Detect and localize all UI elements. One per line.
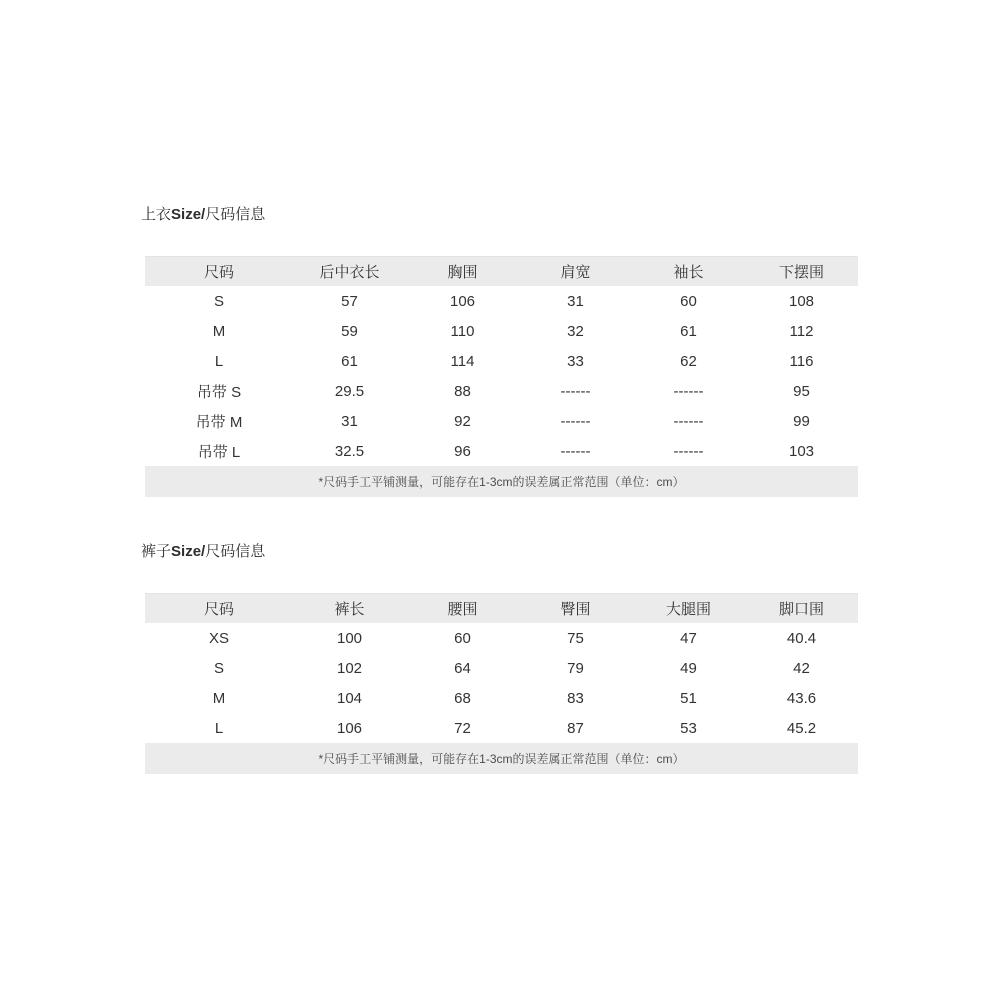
size-label-cell: S [213, 292, 224, 310]
measurement-cell: ------ [673, 442, 704, 460]
measurement-cell: 29.5 [334, 382, 365, 400]
measurement-cell: 95 [793, 382, 810, 400]
title-size-label: Size/ [171, 206, 206, 223]
title-prefix: 裤子 [141, 543, 172, 560]
column-header: 肩宽 [519, 257, 632, 287]
measurement-cell: 102 [336, 659, 363, 677]
measurement-cell: 96 [454, 442, 471, 460]
size-label-cell: 吊带 M [195, 413, 243, 431]
table-row [145, 346, 858, 376]
table-header-row [145, 257, 858, 287]
measurement-cell: 83 [567, 689, 584, 707]
size-table [145, 593, 858, 774]
measurement-cell: 59 [341, 322, 358, 340]
measurement-cell: 108 [788, 292, 815, 310]
measurement-cell: ------ [673, 412, 704, 430]
table-footnote-row [145, 743, 858, 774]
title-prefix: 上衣 [141, 206, 172, 223]
measurement-cell: 99 [793, 412, 810, 430]
table-row [145, 623, 858, 653]
table-row [145, 376, 858, 406]
measurement-cell: 32.5 [334, 442, 365, 460]
size-label-cell: L [214, 719, 224, 737]
column-header: 胸围 [406, 257, 519, 287]
measurement-cell: 62 [680, 352, 697, 370]
measurement-cell: 31 [567, 292, 584, 310]
measurement-cell: 64 [454, 659, 471, 677]
title-size-label: Size/ [171, 543, 206, 560]
measurement-cell: ------ [560, 442, 591, 460]
measurement-cell: 106 [449, 292, 476, 310]
measurement-cell: 116 [789, 352, 814, 370]
table-row [145, 436, 858, 466]
measurement-cell: 68 [454, 689, 471, 707]
measurement-cell: 47 [680, 629, 697, 647]
measurement-cell: ------ [560, 412, 591, 430]
measurement-cell: 33 [567, 352, 584, 370]
measurement-cell: 87 [567, 719, 584, 737]
column-header: 裤长 [293, 594, 406, 624]
column-header: 尺码 [145, 257, 293, 287]
measurement-cell: 49 [680, 659, 697, 677]
column-header: 下摆围 [745, 257, 858, 287]
measurement-cell: 57 [341, 292, 358, 310]
size-label-cell: 吊带 L [197, 443, 241, 461]
column-header: 尺码 [145, 594, 293, 624]
footnote-text: *尺码手工平铺测量，可能存在1-3cm的误差属正常范围（单位：cm） [145, 743, 858, 774]
table-row [145, 316, 858, 346]
measurement-cell: ------ [673, 382, 704, 400]
column-header: 大腿围 [632, 594, 745, 624]
measurement-cell: 51 [680, 689, 697, 707]
measurement-cell: 40.4 [786, 629, 817, 647]
measurement-cell: 92 [454, 412, 471, 430]
measurement-cell: 88 [454, 382, 471, 400]
measurement-cell: 43.6 [786, 689, 817, 707]
measurement-cell: 61 [680, 322, 697, 340]
measurement-cell: 104 [336, 689, 363, 707]
measurement-cell: 114 [450, 352, 475, 370]
column-header: 后中衣长 [293, 257, 406, 287]
column-header: 袖长 [632, 257, 745, 287]
table-row [145, 406, 858, 436]
measurement-cell: 53 [680, 719, 697, 737]
size-label-cell: L [214, 352, 224, 370]
size-label-cell: M [212, 689, 226, 707]
measurement-cell: 106 [336, 719, 363, 737]
table-row [145, 683, 858, 713]
measurement-cell: 100 [336, 629, 363, 647]
size-label-cell: M [212, 322, 226, 340]
section-title [141, 543, 858, 561]
table-row [145, 713, 858, 743]
measurement-cell: 110 [450, 322, 475, 340]
size-label-cell: S [213, 659, 224, 677]
measurement-cell: 61 [341, 352, 358, 370]
size-label-cell: 吊带 S [196, 383, 242, 401]
size-table [145, 256, 858, 497]
measurement-cell: ------ [560, 382, 591, 400]
table-row [145, 286, 858, 316]
table-row [145, 653, 858, 683]
measurement-cell: 45.2 [786, 719, 817, 737]
table-footnote-row [145, 466, 858, 497]
measurement-cell: 32 [567, 322, 584, 340]
column-header: 腰围 [406, 594, 519, 624]
title-suffix: 尺码信息 [205, 543, 266, 560]
table-header-row [145, 594, 858, 624]
size-label-cell: XS [208, 629, 229, 647]
measurement-cell: 60 [454, 629, 471, 647]
measurement-cell: 75 [567, 629, 584, 647]
pants-size-section [141, 543, 858, 774]
measurement-cell: 60 [680, 292, 697, 310]
measurement-cell: 103 [788, 442, 815, 460]
measurement-cell: 79 [567, 659, 584, 677]
measurement-cell: 112 [789, 322, 814, 340]
column-header: 脚口围 [745, 594, 858, 624]
section-title [141, 206, 858, 224]
top-size-section [141, 206, 858, 497]
footnote-text: *尺码手工平铺测量，可能存在1-3cm的误差属正常范围（单位：cm） [145, 466, 858, 497]
column-header: 臀围 [519, 594, 632, 624]
measurement-cell: 72 [454, 719, 471, 737]
title-suffix: 尺码信息 [205, 206, 266, 223]
measurement-cell: 31 [341, 412, 358, 430]
measurement-cell: 42 [793, 659, 810, 677]
